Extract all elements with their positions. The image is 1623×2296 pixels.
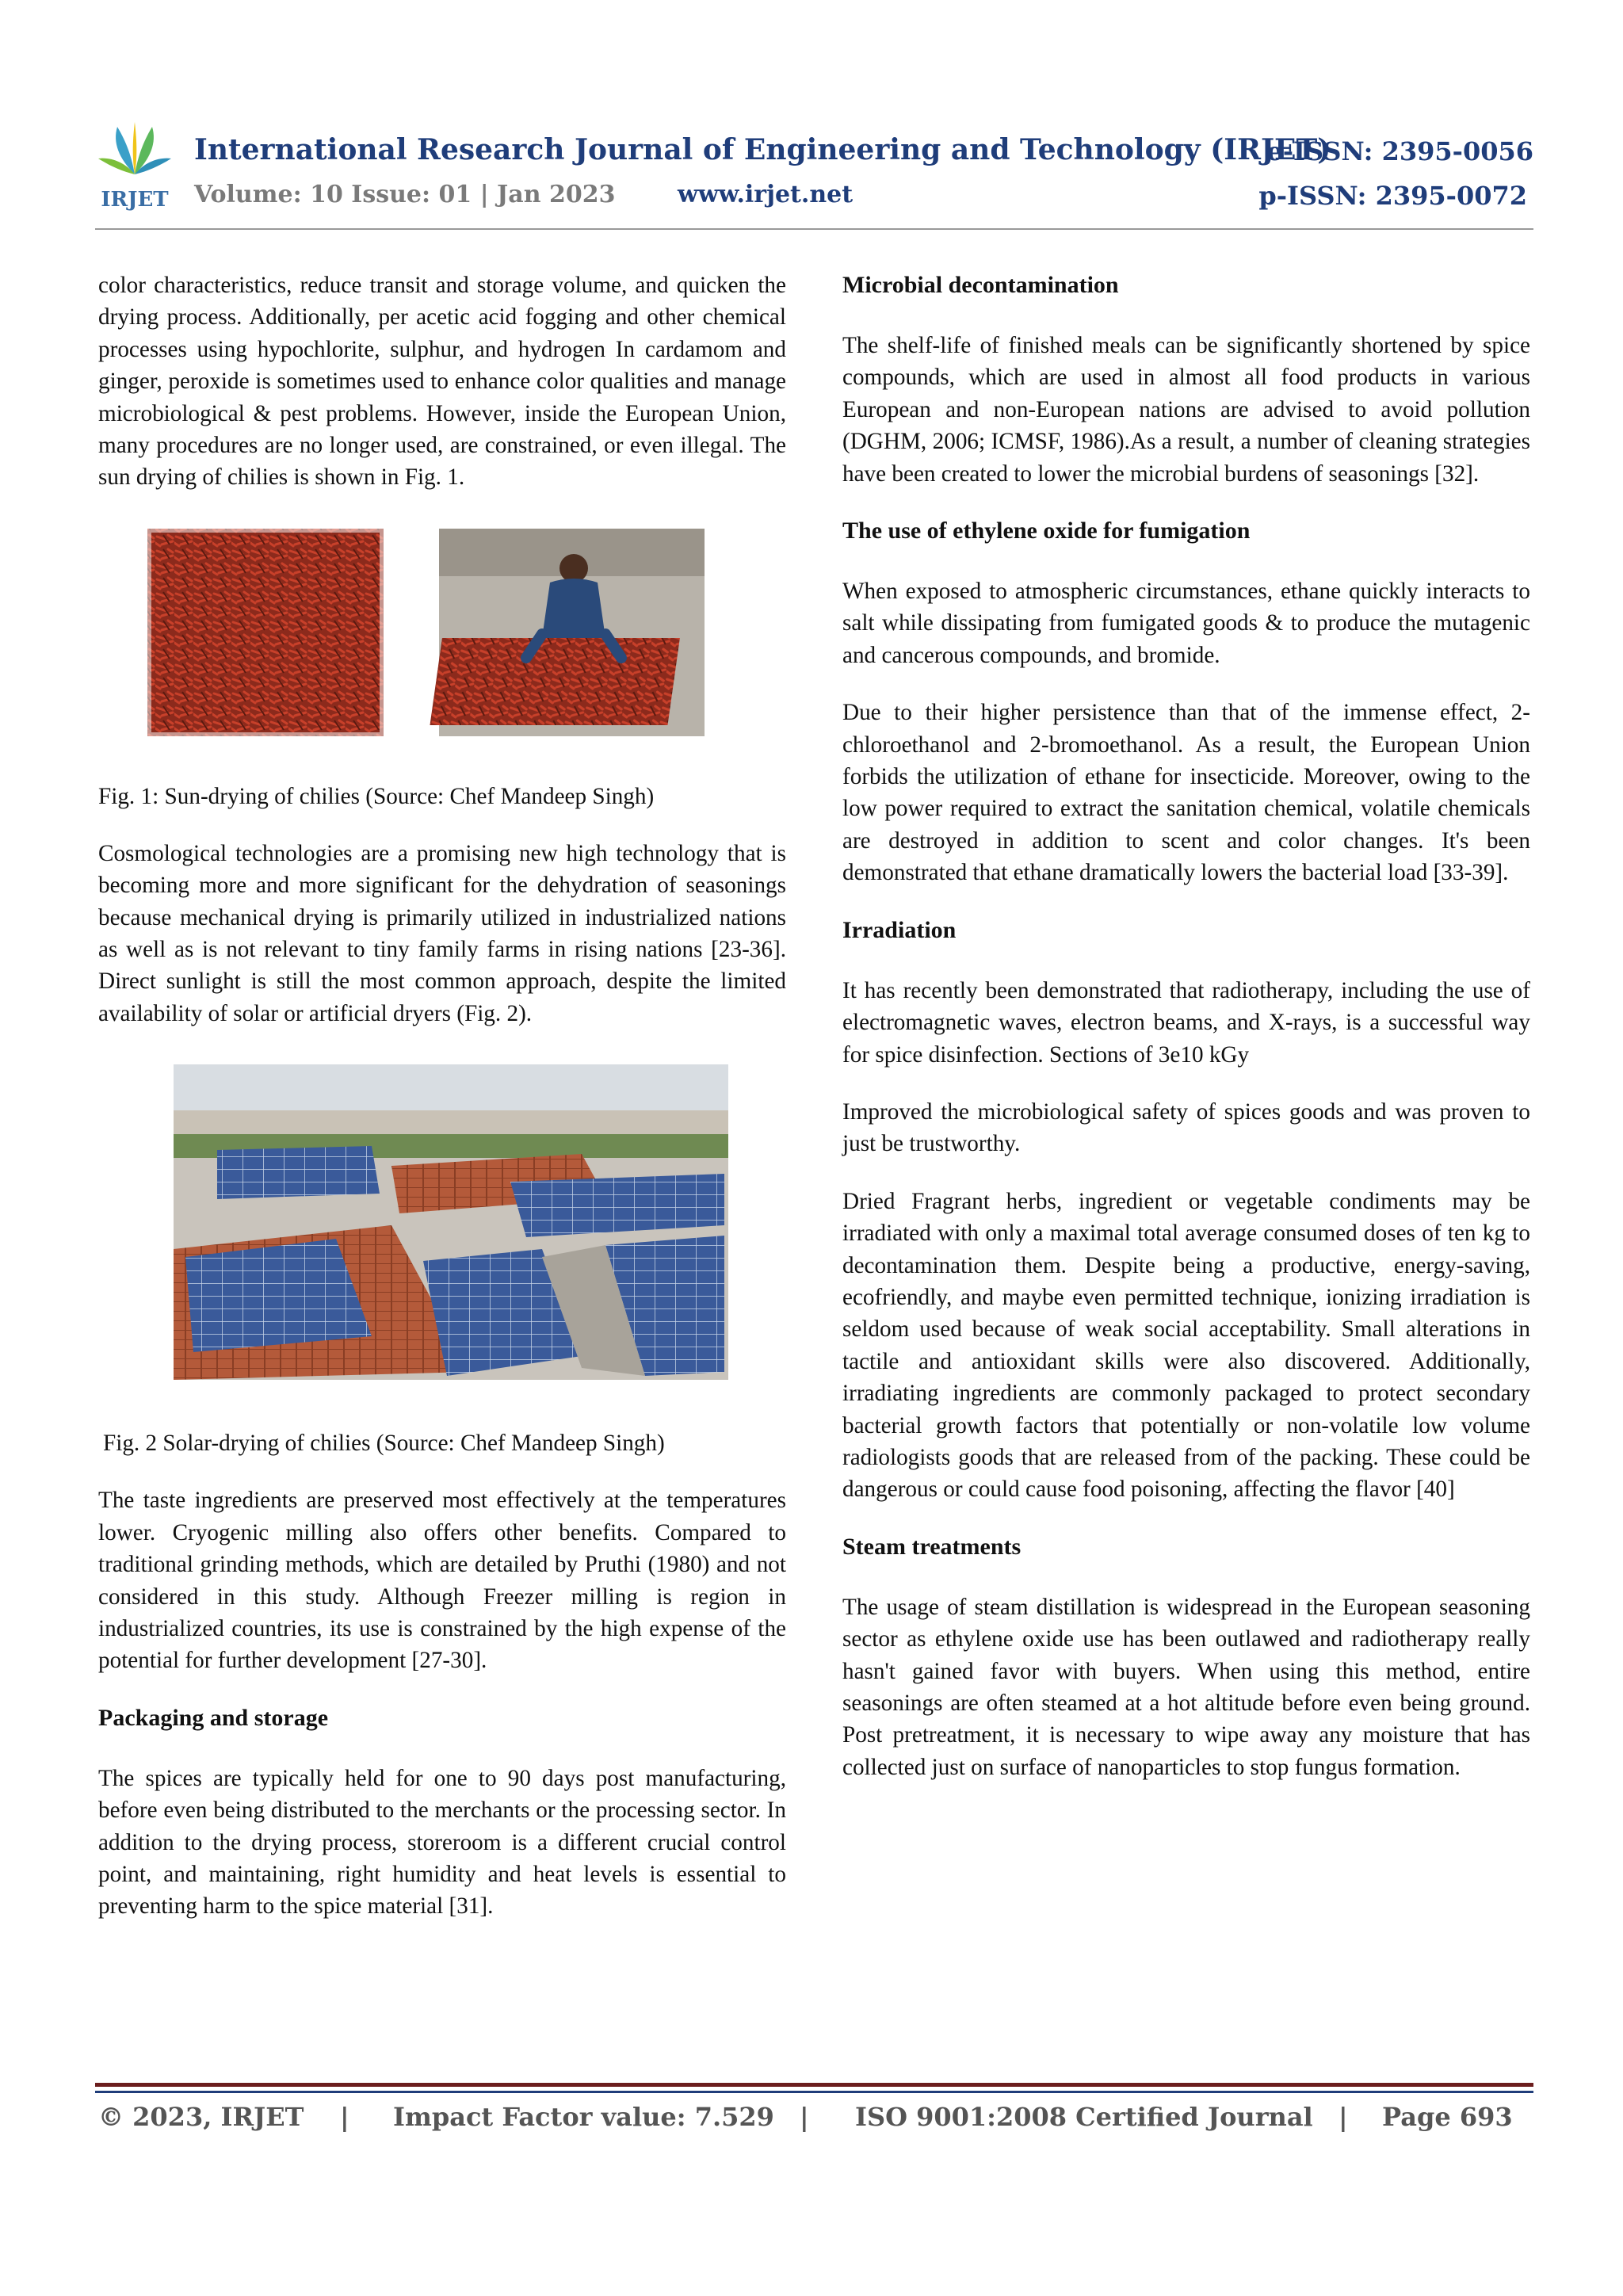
paragraph: Due to their higher persistence than that of the immense effect, 2-chloroethanol and 2-bromoethanol. As a result, the European Union forbids the utilization of ethane for insecticide. Moreover, owing to the low power required to extract the sanitation chemical, volatile chemicals are destroyed in addition to scent and color changes. It's been demonstrated that ethane dramatically lowers the bacterial load [33-39]. <box>842 700 1530 886</box>
paragraph: Cosmological technologies are a promising new high technology that is becoming more and more significant for the dehydration of seasonings because mechanical drying is primarily utilized in industrialized nations as well as is not relevant to tiny family farms in rising nations [23-36]. Direct sunlight is still the most common approach, despite the limited availability of solar or artificial dryers (Fig. 2). <box>98 840 786 1026</box>
journal-title: International Research Journal of Engineering and Technology (IRJET) <box>194 133 1331 166</box>
figure-1-caption: Fig. 1: Sun-drying of chilies (Source: Chef Mandeep Singh) <box>98 783 655 809</box>
paragraph: The shelf-life of finished meals can be significantly shortened by spice compounds, which are used in almost all food products in various European and non-European nations are advised to avoid pollution (DGHM, 2006; ICMSF, 1986).As a result, a number of cleaning strategies have been created to lower the microbial burdens of seasonings [32]. <box>842 333 1530 487</box>
footer-impact-factor: Impact Factor value: 7.529 <box>393 2102 774 2132</box>
page-footer <box>98 2102 1525 2141</box>
paragraph: When exposed to atmospheric circumstances, ethane quickly interacts to salt while dissipating from fumigated goods & to produce the mutagenic and cancerous compounds, and bromide. <box>842 579 1530 668</box>
footer-divider <box>95 2091 1533 2093</box>
footer-iso: ISO 9001:2008 Certified Journal <box>855 2102 1313 2132</box>
sun-drying-photo-1 <box>147 529 384 736</box>
section-heading-packaging: Packaging and storage <box>98 1704 329 1731</box>
logo-text: IRJET <box>101 188 169 212</box>
e-issn: e-ISSN: 2395-0056 <box>1266 136 1533 166</box>
section-heading-ethylene: The use of ethylene oxide for fumigation <box>842 518 1251 544</box>
footer-page-number: Page 693 <box>1382 2102 1513 2132</box>
section-heading-irradiation: Irradiation <box>842 916 957 943</box>
figure-1-image <box>98 519 786 749</box>
paragraph: Improved the microbiological safety of spices goods and was proven to just be trustworthy. <box>842 1098 1530 1157</box>
footer-divider <box>95 2083 1533 2087</box>
solar-panel <box>217 1146 380 1199</box>
paragraph: The usage of steam distillation is widespread in the European seasoning sector as ethylene oxide use has been outlawed and radiotherapy really hasn't gained favor with buyers. When using this method, entire seasonings are often steamed at a hot altitude before even being ground. Post pretreatment, it is necessary to wipe away any moisture that has collected just on surface of nanoparticles to stop fungus formation. <box>842 1594 1530 1780</box>
p-issn: p-ISSN: 2395-0072 <box>1258 181 1527 211</box>
paragraph: Dried Fragrant herbs, ingredient or vegetable condiments may be irradiated with only a maximal total average consumed doses of ten kg to decontamination them. Despite being a productive, energy-saving, ecofriendly, and maybe even permitted technique, ionizing irradiation is seldom used because of weak social acceptability. Small alterations in tactile and antioxidant skills were also discovered. Additionally, irradiating ingredients are commonly packaged to protect secondary bacterial growth factors that potentially or non-volatile low volume radiologists goods that are released from of the packing. These could be dangerous or could cause food poisoning, affecting the flavor [40] <box>842 1188 1530 1503</box>
figure-2-image <box>98 1055 786 1396</box>
footer-separator: | <box>800 2102 809 2132</box>
page-header <box>95 119 1533 230</box>
right-column <box>842 269 1530 1809</box>
footer-copyright: © 2023, IRJET <box>98 2102 304 2132</box>
section-heading-steam: Steam treatments <box>842 1533 1022 1560</box>
footer-separator: | <box>1338 2102 1348 2132</box>
volume-issue: Volume: 10 Issue: 01 | Jan 2023 <box>194 181 616 208</box>
journal-website[interactable]: www.irjet.net <box>678 181 854 208</box>
figure-2-caption: Fig. 2 Solar-drying of chilies (Source: Chef Mandeep Singh) <box>103 1431 665 1457</box>
paragraph: The taste ingredients are preserved most effectively at the temperatures lower. Cryogenic milling also offers other benefits. Compared to traditional grinding methods, which are detailed by Pruthi (1980) and not considered in this study. Although Freezer milling is region in industrialized countries, its use is constrained by the high expense of the potential for further development [27-30]. <box>98 1488 786 1674</box>
section-heading-microbial: Microbial decontamination <box>842 272 1119 298</box>
header-divider <box>95 228 1533 230</box>
figure-1 <box>98 519 786 749</box>
paragraph: The spices are typically held for one to 90 days post manufacturing, before even being distributed to the merchants or the processing sector. In addition to the drying process, storeroom is a different crucial control point, and maintaining, right humidity and heat levels is essential to preventing harm to the spice material [31]. <box>98 1765 786 1920</box>
figure-2 <box>98 1055 786 1396</box>
irjet-logo <box>95 119 174 214</box>
paragraph: It has recently been demonstrated that radiotherapy, including the use of electromagnetic waves, electron beams, and X-rays, is a successful way for spice disinfection. Sections of 3e10 kGy <box>842 977 1530 1068</box>
left-column <box>98 269 786 1948</box>
footer-separator: | <box>340 2102 349 2132</box>
paragraph: color characteristics, reduce transit and storage volume, and quicken the drying process. Additionally, per acetic acid fogging and other chemical processes using hypochlorite, sulphur, and hydrogen In cardamom and ginger, peroxide is sometimes used to enhance color qualities and manage microbiological & pest problems. However, inside the European Union, many procedures are no longer used, are constrained, or even illegal. The sun drying of chilies is shown in Fig. 1. <box>98 273 786 491</box>
